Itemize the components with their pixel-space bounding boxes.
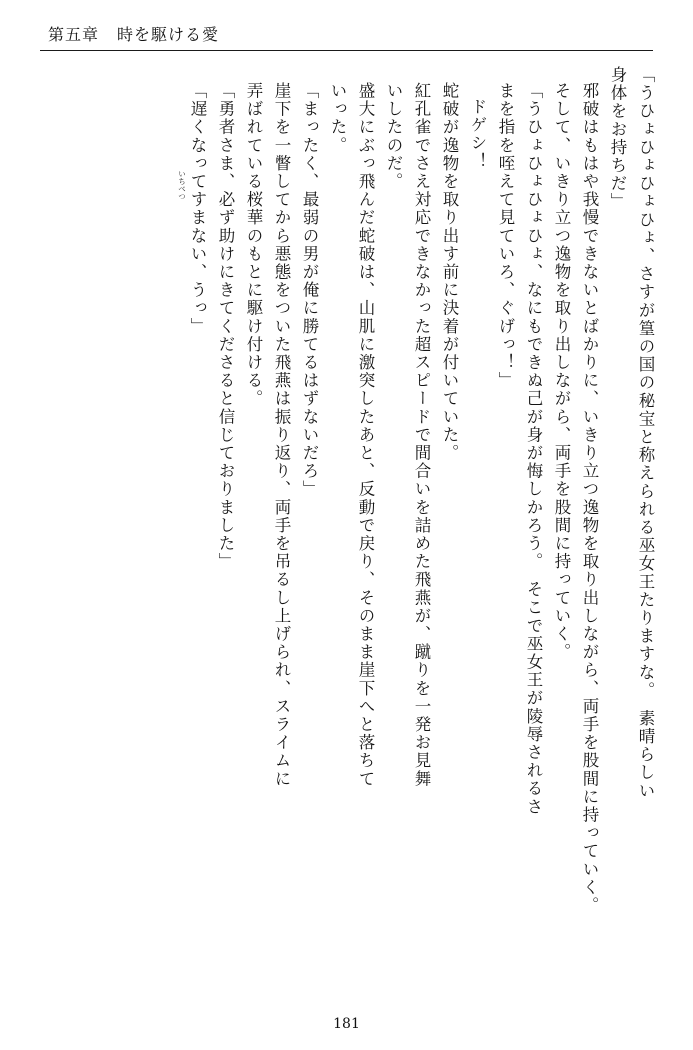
- text-line: 盛大にぶっ飛んだ蛇破は、山肌に激突したあと、反動で戻り、そのまま崖下へと落ちて: [356, 82, 375, 788]
- ruby-annotation: いちべつ: [177, 170, 187, 200]
- text-line: 邪破はもはや我慢できないとばかりに、いきり立つ逸物を取り出しながら、両手を股間に持っていく。: [580, 82, 599, 915]
- text-line: 崖下を一瞥してから悪態をついた飛燕は振り返り、両手を吊るし上げられ、スライムに: [272, 82, 291, 788]
- chapter-number: 第五章: [48, 24, 100, 44]
- page-body-text: [40, 66, 653, 984]
- running-head: [48, 18, 645, 48]
- text-line: いしたのだ。: [384, 82, 403, 191]
- text-line: 「遅くなってすまない、うっ」: [188, 82, 207, 336]
- text-line: 「うひょひょひょひょ、さすが篁の国の秘宝と称えられる巫女王たりますな。 素晴らしい: [636, 66, 655, 800]
- text-line: 弄ばれている桜華のもとに駆け付ける。: [244, 82, 263, 408]
- text-line: 「うひょひょひょひょ、なにもできぬ己が身が悔しかろう。 そこで巫女王が陵辱されるさ: [524, 82, 543, 816]
- text-line: そして、いきり立つ逸物を取り出しながら、両手を股間に持っていく。: [552, 82, 571, 662]
- text-line: 紅孔雀でさえ対応できなかった超スピードで間合いを詰めた飛燕が、蹴りを一発お見舞: [412, 82, 431, 788]
- text-line: 蛇破が逸物を取り出す前に決着が付いていた。: [440, 82, 459, 463]
- text-line: 身体をお持ちだ」: [608, 66, 627, 211]
- chapter-title: 時を駆ける愛: [117, 24, 220, 44]
- header-divider-rule: [40, 50, 653, 51]
- text-line: ドゲシ！: [468, 98, 487, 171]
- page-number: 181: [333, 1016, 360, 1032]
- text-line: 「まったく、最弱の男が俺に勝てるはずないだろ」: [300, 82, 319, 499]
- text-line: いった。: [328, 82, 347, 155]
- text-line: 「勇者さま、必ず助けにきてくださると信じておりました」: [216, 82, 235, 571]
- text-line: まを指を咥えて見ていろ、ぐげっ！」: [496, 82, 515, 390]
